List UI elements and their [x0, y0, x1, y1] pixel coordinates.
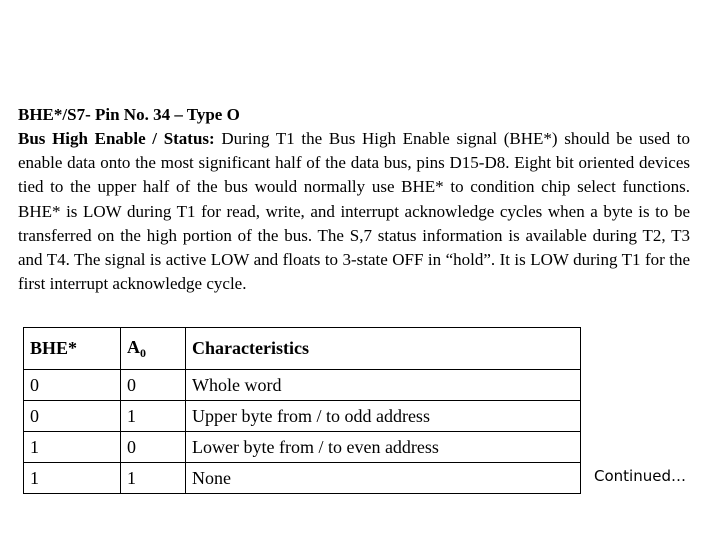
description-text: During T1 the Bus High Enable signal (BHE*) should be used to enable data onto the most significant half of the data bus, pins D15-D8. Eight bit oriented devices tied to the upper half of the bus would normally use BHE* to condition chip select functions. BHE* is LOW during T1 for read, write, and interrupt acknowledge cycles when a byte is to be transferred on the high portion of the bus. The S,7 status information is available during T2, T3 and T4. The signal is active LOW and floats to 3-state OFF in “hold”. It is LOW during T1 for the first interrupt acknowledge cycle.: [18, 129, 690, 294]
cell-characteristics: Upper byte from / to odd address: [186, 401, 581, 432]
table-row: [24, 432, 581, 463]
cell-bhe: 0: [24, 370, 121, 401]
table-header-row: [24, 328, 581, 370]
cell-bhe: 0: [24, 401, 121, 432]
continued-label: Continued…: [594, 467, 686, 485]
cell-a0: 1: [121, 401, 186, 432]
header-a0: [121, 328, 186, 370]
pin-description: [18, 127, 690, 296]
table-row: [24, 370, 581, 401]
cell-a0: 1: [121, 463, 186, 494]
cell-a0: 0: [121, 432, 186, 463]
cell-characteristics: Lower byte from / to even address: [186, 432, 581, 463]
table-row: [24, 463, 581, 494]
cell-a0: 0: [121, 370, 186, 401]
description-lead: Bus High Enable / Status:: [18, 129, 215, 148]
header-characteristics: Characteristics: [186, 328, 581, 370]
pin-heading: BHE*/S7- Pin No. 34 – Type O: [18, 105, 240, 124]
cell-characteristics: None: [186, 463, 581, 494]
cell-characteristics: Whole word: [186, 370, 581, 401]
header-bhe: BHE*: [24, 328, 121, 370]
cell-bhe: 1: [24, 463, 121, 494]
bhe-table: [23, 327, 581, 494]
cell-bhe: 1: [24, 432, 121, 463]
header-a0-sub: 0: [140, 345, 146, 360]
table-row: [24, 401, 581, 432]
header-a0-main: A: [127, 336, 140, 357]
